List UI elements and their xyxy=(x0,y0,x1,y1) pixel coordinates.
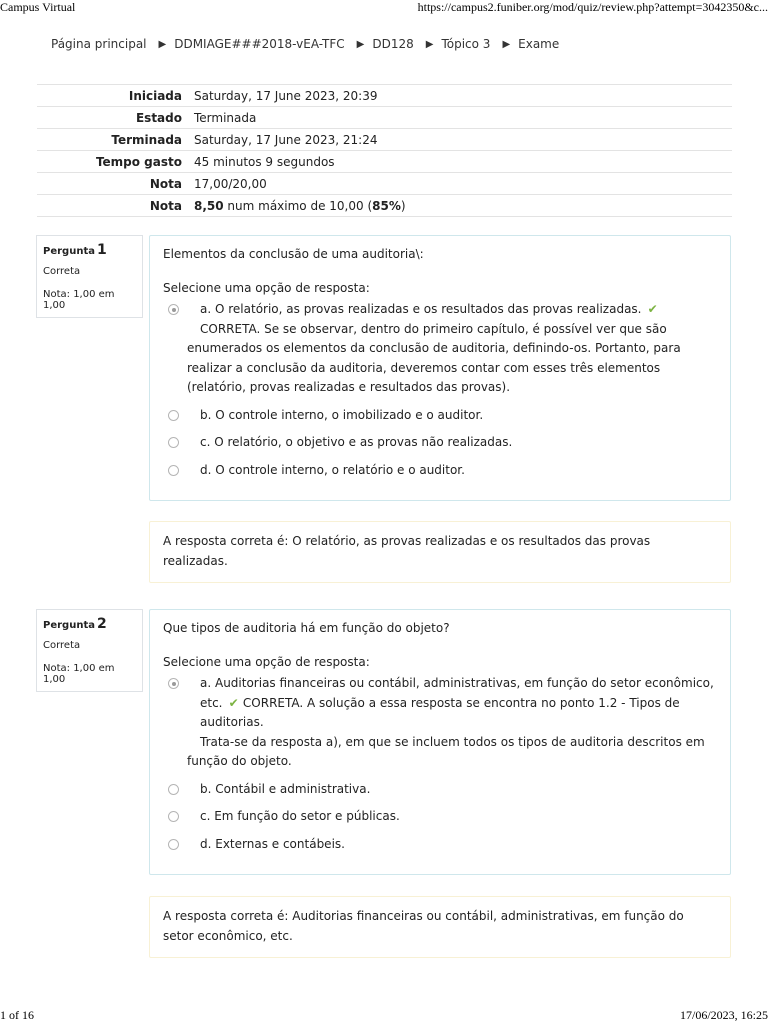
question-label: Pergunta xyxy=(43,246,95,257)
answer-feedback-text: CORRETA. A solução a essa resposta se encontra no ponto 1.2 - Tipos de auditorias. xyxy=(200,695,680,729)
question-state: Correta xyxy=(43,266,81,277)
summary-value: 17,00/20,00 xyxy=(194,173,732,195)
answer-prompt: Selecione uma opção de resposta: xyxy=(163,280,370,295)
grade-percent: 85% xyxy=(372,198,401,213)
answer-feedback xyxy=(187,733,717,772)
radio-button[interactable] xyxy=(168,410,179,421)
radio-button[interactable] xyxy=(168,437,179,448)
answer-feedback xyxy=(187,320,717,398)
radio-button[interactable] xyxy=(168,811,179,822)
answer-option[interactable] xyxy=(163,433,717,453)
question-formulation-2 xyxy=(149,609,731,875)
check-icon: ✔ xyxy=(643,302,658,316)
radio-button[interactable] xyxy=(168,304,179,315)
right-answer-box-2 xyxy=(149,896,731,958)
answer-option[interactable] xyxy=(163,835,717,855)
answer-option[interactable] xyxy=(163,461,717,481)
triangle-right-icon: ▶ xyxy=(356,38,365,50)
summary-row xyxy=(37,151,732,173)
summary-label: Estado xyxy=(37,107,194,129)
check-icon: ✔ xyxy=(224,695,243,710)
summary-value: 45 minutos 9 segundos xyxy=(194,151,732,173)
radio-button[interactable] xyxy=(168,678,179,689)
summary-label: Iniciada xyxy=(37,85,194,107)
summary-grade-value xyxy=(194,195,732,217)
summary-row xyxy=(37,173,732,195)
answer-option-text: d. O controle interno, o relatório e o auditor. xyxy=(200,462,465,477)
question-info-2 xyxy=(36,609,143,692)
grade-score: 8,50 xyxy=(194,198,224,213)
answer-option-text: a. Auditorias financeiras ou contábil, administrativas, em função do setor econômico, etc. xyxy=(200,676,714,710)
answer-feedback-text-2: Trata-se da resposta a), em que se incluem todos os tipos de auditoria descritos em função do objeto. xyxy=(187,734,705,768)
summary-row xyxy=(37,195,732,217)
answer-option-text: a. O relatório, as provas realizadas e os resultados das provas realizadas. xyxy=(200,302,642,316)
question-text: Que tipos de auditoria há em função do objeto? xyxy=(163,621,450,635)
print-header xyxy=(0,0,768,16)
answer-option[interactable] xyxy=(163,300,717,398)
answer-option[interactable] xyxy=(163,674,717,772)
breadcrumb-exam-link[interactable]: Exame xyxy=(518,37,560,51)
triangle-right-icon: ▶ xyxy=(158,38,167,50)
grade-close-paren: ) xyxy=(400,198,406,213)
print-footer-page: 1 of 16 xyxy=(0,1008,34,1022)
print-footer xyxy=(0,1006,768,1024)
grade-max-text: num máximo de 10,00 ( xyxy=(223,198,373,213)
print-header-url: https://campus2.funiber.org/mod/quiz/review.php?attempt=3042350&c... xyxy=(417,0,768,14)
summary-value: Saturday, 17 June 2023, 20:39 xyxy=(194,85,732,107)
answer-option-text: c. Em função do setor e públicas. xyxy=(200,809,400,823)
print-footer-datetime: 17/06/2023, 16:25 xyxy=(679,1008,768,1022)
summary-value: Saturday, 17 June 2023, 21:24 xyxy=(194,129,732,151)
question-formulation-1 xyxy=(149,235,731,501)
breadcrumb-course-link[interactable]: DDMIAGE###2018-vEA-TFC xyxy=(174,37,345,51)
summary-row xyxy=(37,85,732,107)
breadcrumb-home-link[interactable]: Página principal xyxy=(51,37,147,51)
answer-option[interactable] xyxy=(163,780,717,800)
question-grade: Nota: 1,00 em 1,00 xyxy=(43,663,115,685)
question-info-1 xyxy=(36,235,143,318)
radio-button[interactable] xyxy=(168,784,179,795)
answer-option[interactable] xyxy=(163,807,717,827)
breadcrumb-topic-link[interactable]: Tópico 3 xyxy=(441,37,491,51)
print-header-title: Campus Virtual xyxy=(0,0,76,14)
question-number: 1 xyxy=(96,242,107,258)
question-text: Elementos da conclusão de uma auditoria\: xyxy=(163,247,424,261)
right-answer-text: A resposta correta é: O relatório, as provas realizadas e os resultados das provas realizadas. xyxy=(163,534,651,568)
answer-option[interactable] xyxy=(163,406,717,426)
answer-option-text: c. O relatório, o objetivo e as provas não realizadas. xyxy=(200,435,513,449)
triangle-right-icon: ▶ xyxy=(502,38,511,50)
answer-feedback-text: CORRETA. Se se observar, dentro do primeiro capítulo, é possível ver que são enumerados os elementos da conclusão de auditoria, definindo-os. Portanto, para realizar a conclusão da auditoria, deveremos contar com esses três elementos (relatório, provas realizadas e resultados das provas). xyxy=(187,321,681,394)
question-state: Correta xyxy=(43,640,81,651)
summary-label: Nota xyxy=(37,195,194,217)
breadcrumb xyxy=(51,37,559,51)
question-grade: Nota: 1,00 em 1,00 xyxy=(43,289,115,311)
summary-row xyxy=(37,129,732,151)
breadcrumb-module-link[interactable]: DD128 xyxy=(372,37,414,51)
answer-option-text: b. Contábil e administrativa. xyxy=(200,781,371,796)
radio-button[interactable] xyxy=(168,465,179,476)
triangle-right-icon: ▶ xyxy=(425,38,434,50)
question-label: Pergunta xyxy=(43,620,95,631)
question-number: 2 xyxy=(96,616,107,632)
answer-option-text: d. Externas e contábeis. xyxy=(200,836,345,851)
right-answer-box-1 xyxy=(149,521,731,583)
summary-label: Tempo gasto xyxy=(37,151,194,173)
attempt-summary-table xyxy=(37,84,732,217)
radio-button[interactable] xyxy=(168,839,179,850)
summary-label: Nota xyxy=(37,173,194,195)
summary-value: Terminada xyxy=(194,107,732,129)
summary-row xyxy=(37,107,732,129)
right-answer-text: A resposta correta é: Auditorias financeiras ou contábil, administrativas, em função do setor econômico, etc. xyxy=(163,909,684,943)
summary-label: Terminada xyxy=(37,129,194,151)
answer-prompt: Selecione uma opção de resposta: xyxy=(163,654,370,669)
answer-option-text: b. O controle interno, o imobilizado e o auditor. xyxy=(200,407,484,422)
